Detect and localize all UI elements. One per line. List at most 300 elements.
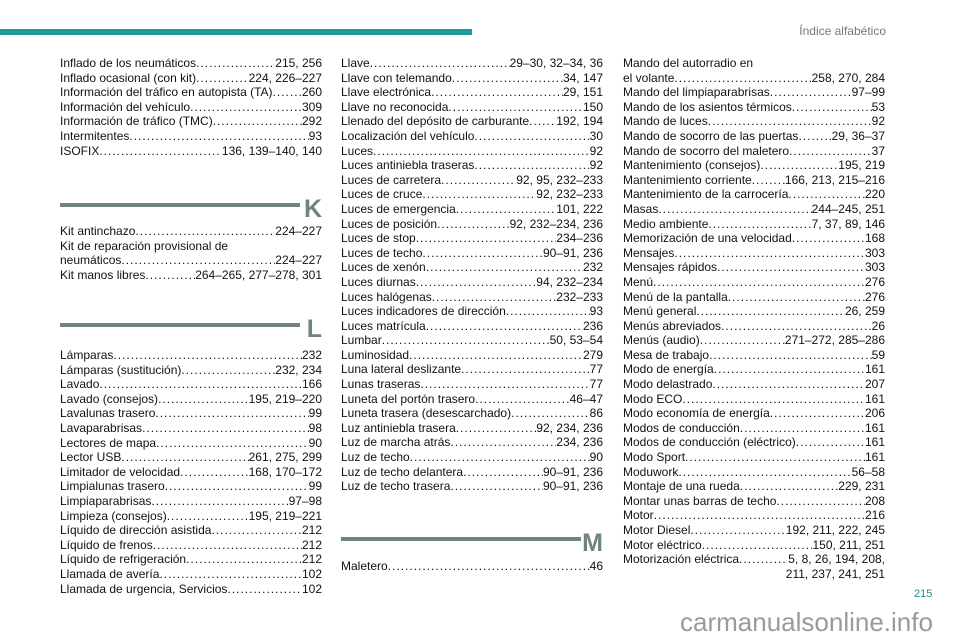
- entry-pages: 260: [301, 85, 322, 100]
- entry-pages: 224–227: [275, 224, 322, 238]
- entry-name: Luces matrícula: [341, 318, 426, 333]
- entry-name: Lámparas: [60, 348, 114, 362]
- index-entry: [623, 85, 885, 100]
- entry-pages: 98: [308, 420, 322, 435]
- entry-pages: 232, 234: [275, 362, 322, 377]
- dot-leader: [463, 465, 543, 480]
- entry-pages: 195, 219–220: [248, 391, 322, 406]
- index-entry: [60, 567, 322, 582]
- index-group-ll: [341, 56, 603, 494]
- dot-leader: [674, 246, 865, 261]
- entry-pages: 192, 211, 222, 245: [785, 523, 885, 537]
- entry-pages: 30: [589, 128, 603, 143]
- index-entry: [341, 217, 603, 232]
- index-entry: [341, 187, 603, 202]
- dot-leader: [760, 158, 838, 173]
- entry-pages: 212: [301, 552, 322, 567]
- section-letter: M: [582, 529, 603, 557]
- dot-leader: [167, 509, 249, 524]
- entry-name: Llave con telemando: [341, 70, 452, 85]
- entry-name: Llave no reconocida: [341, 99, 449, 114]
- entry-pages: 161: [864, 391, 885, 406]
- entry-name: Mensajes rápidos: [623, 260, 718, 275]
- entry-pages: 77: [589, 362, 603, 377]
- entry-pages: 166, 213, 215–216: [784, 172, 885, 187]
- dot-leader: [450, 479, 543, 494]
- entry-pages: 26: [871, 318, 885, 333]
- index-entry: [60, 85, 322, 100]
- dot-leader: [431, 85, 563, 100]
- entry-name: Mantenimiento de la carrocería: [623, 187, 789, 202]
- dot-leader: [690, 523, 785, 538]
- index-entry: [623, 523, 885, 538]
- entry-name: Luz de techo delantera: [341, 464, 464, 479]
- index-entry-first-line: Kit de reparación provisional de: [60, 238, 229, 253]
- entry-pages: 276: [864, 274, 885, 289]
- index-entry: [623, 260, 885, 275]
- entry-pages: 92: [589, 158, 603, 173]
- entry-name: Mantenimiento (consejos): [623, 158, 761, 173]
- index-entry: [60, 450, 322, 465]
- entry-name: Lámparas (sustitución): [60, 362, 182, 377]
- entry-name: Mando de luces: [623, 114, 708, 129]
- dot-leader: [388, 559, 590, 574]
- page-header-title: Índice alfabético: [799, 24, 886, 38]
- entry-name: Motor Diesel: [623, 523, 691, 537]
- dot-leader: [155, 406, 308, 421]
- index-entry: [623, 275, 885, 290]
- index-entry: [623, 246, 885, 261]
- entry-pages: 26, 259: [844, 304, 885, 319]
- index-entry: [60, 56, 322, 71]
- dot-leader: [186, 552, 302, 567]
- entry-pages: 236: [582, 318, 603, 333]
- dot-leader: [740, 479, 839, 494]
- index-entry: [341, 56, 603, 71]
- entry-pages: 90–91, 236: [542, 464, 603, 479]
- entry-name: Intermitentes: [60, 128, 130, 143]
- entry-name: Mesa de trabajo: [623, 347, 710, 362]
- entry-pages: 92, 232–234, 236: [509, 216, 603, 231]
- dot-leader: [708, 114, 872, 129]
- index-entry: [341, 114, 603, 129]
- dot-leader: [113, 348, 302, 363]
- entry-name: Localización del vehículo: [341, 128, 475, 143]
- section-header-m: [341, 529, 603, 559]
- entry-name: Lavalunas trasero: [60, 406, 156, 421]
- entry-pages: 292: [301, 114, 322, 129]
- entry-name: Lector USB: [60, 450, 122, 465]
- index-entry: [623, 406, 885, 421]
- entry-pages: 271–272, 285–286: [784, 333, 885, 348]
- dot-leader: [511, 406, 590, 421]
- dot-leader: [708, 217, 811, 232]
- entry-name: Líquido de frenos: [60, 537, 153, 552]
- entry-name: Montaje de una rueda: [623, 479, 740, 494]
- index-entry: [623, 129, 885, 144]
- dot-leader: [196, 71, 249, 86]
- section-letter: K: [303, 195, 322, 223]
- entry-name: Lavado (consejos): [60, 391, 159, 406]
- entry-name: Lectores de mapa: [60, 435, 157, 450]
- index-entry: [341, 319, 603, 334]
- dot-leader: [426, 319, 583, 334]
- entry-pages: 195, 219–221: [248, 508, 322, 523]
- entry-name: Información del vehículo: [60, 99, 191, 114]
- index-entry: [623, 552, 885, 567]
- section-header-l: [60, 315, 322, 345]
- dot-leader: [227, 582, 302, 597]
- entry-name: Información de tráfico (TMC): [60, 114, 213, 129]
- entry-name: Luminosidad: [341, 347, 410, 362]
- index-entry: [623, 435, 885, 450]
- dot-leader: [452, 71, 563, 86]
- entry-name: Modo economía de energía: [623, 406, 770, 421]
- dot-leader: [422, 187, 536, 202]
- entry-pages: 234, 236: [556, 435, 603, 450]
- entry-name: Menú: [623, 274, 654, 289]
- entry-name: Motorización eléctrica: [623, 552, 740, 567]
- index-entry: [341, 158, 603, 173]
- entry-pages: 90: [308, 435, 322, 450]
- dot-leader: [99, 144, 222, 159]
- entry-pages: 50, 53–54: [549, 333, 603, 348]
- entry-name: Kit manos libres: [60, 267, 146, 282]
- dot-leader: [717, 260, 865, 275]
- entry-pages: 258, 270, 284: [811, 70, 885, 85]
- dot-leader: [685, 450, 865, 465]
- entry-name: Luneta del portón trasero: [341, 391, 476, 406]
- entry-pages: 303: [864, 245, 885, 260]
- entry-name: Luces de emergencia: [341, 201, 456, 216]
- entry-name: Llamada de urgencia, Servicios: [60, 581, 228, 596]
- entry-pages: 309: [301, 99, 322, 114]
- dot-leader: [135, 224, 275, 239]
- entry-name: Maletero: [341, 559, 388, 573]
- entry-pages: 195, 219: [838, 158, 885, 173]
- index-entry: [623, 304, 885, 319]
- dot-leader: [180, 465, 249, 480]
- index-entry: [623, 114, 885, 129]
- entry-pages: 86: [589, 406, 603, 421]
- entry-name: Modo Sport: [623, 450, 686, 465]
- watermark: carmanualsonline.info: [680, 607, 933, 637]
- entry-pages-continued: 211, 237, 241, 251: [785, 566, 885, 581]
- index-entry: [341, 392, 603, 407]
- index-entry: [60, 582, 322, 597]
- dot-leader: [776, 494, 865, 509]
- entry-pages: 136, 139–140, 140: [221, 143, 322, 158]
- section-rule: [60, 323, 300, 327]
- dot-leader: [712, 377, 865, 392]
- index-entry: [60, 224, 322, 239]
- dot-leader: [273, 85, 302, 100]
- dot-leader: [796, 435, 865, 450]
- index-entry: [60, 406, 322, 421]
- index-entry: [60, 479, 322, 494]
- entry-name: neumáticos: [60, 253, 122, 268]
- entry-pages: 206: [864, 406, 885, 421]
- entry-pages: 92, 234, 236: [536, 420, 603, 435]
- entry-name: Limpiaparabrisas: [60, 493, 152, 508]
- entry-pages: 97–99: [851, 85, 885, 100]
- dot-leader: [702, 538, 813, 553]
- index-entry: [60, 71, 322, 86]
- entry-name: Líquido de refrigeración: [60, 552, 187, 567]
- section-letter: L: [306, 315, 322, 343]
- entry-pages: 46–47: [569, 391, 603, 406]
- entry-name: Luces diurnas: [341, 274, 416, 289]
- index-entry: [623, 362, 885, 377]
- entry-name: Inflado ocasional (con kit): [60, 70, 197, 85]
- index-entry: [341, 435, 603, 450]
- index-entry: [341, 362, 603, 377]
- entry-pages: 92, 95, 232–233: [516, 172, 603, 187]
- dot-leader: [158, 392, 249, 407]
- entry-name: Masas: [623, 201, 659, 216]
- index-entry: [341, 71, 603, 86]
- entry-pages: 29–30, 32–34, 36: [509, 56, 603, 70]
- entry-name: Mensajes: [623, 245, 675, 260]
- index-entry: [623, 377, 885, 392]
- index-entry: [341, 377, 603, 392]
- dot-leader: [432, 290, 557, 305]
- dot-leader: [99, 377, 302, 392]
- dot-leader: [658, 202, 811, 217]
- index-group-m: [341, 559, 603, 574]
- dot-leader: [181, 363, 275, 378]
- entry-pages: 232–233: [556, 289, 603, 304]
- entry-name: Modos de conducción: [623, 420, 740, 435]
- dot-leader: [121, 253, 275, 268]
- dot-leader: [153, 538, 302, 553]
- entry-name: Modo delastrado: [623, 377, 713, 392]
- index-entry: [341, 479, 603, 494]
- index-entry: [341, 421, 603, 436]
- index-entry: [60, 129, 322, 144]
- entry-pages: 168, 170–172: [248, 464, 322, 479]
- dot-leader: [382, 333, 550, 348]
- header-accent-bar: [0, 29, 472, 35]
- index-entry: [60, 100, 322, 115]
- entry-pages: 212: [301, 537, 322, 552]
- entry-pages: 92, 232–233: [536, 187, 603, 202]
- dot-leader: [196, 56, 275, 71]
- index-entry: [60, 363, 322, 378]
- dot-leader: [190, 100, 302, 115]
- entry-name: Llenado del depósito de carburante: [341, 114, 530, 129]
- entry-name: Luz de techo trasera: [341, 479, 451, 494]
- index-entry: [60, 421, 322, 436]
- entry-pages: 232: [301, 348, 322, 362]
- entry-pages: 53: [871, 99, 885, 114]
- dot-leader: [448, 100, 583, 115]
- entry-name: Luces indicadores de dirección: [341, 304, 506, 319]
- index-entry: [60, 436, 322, 451]
- page-number: 215: [914, 588, 933, 600]
- entry-name: Información del tráfico en autopista (TA): [60, 85, 273, 100]
- entry-name: Lavado: [60, 377, 100, 392]
- entry-pages: 244–245, 251: [811, 201, 885, 216]
- entry-pages: 279: [582, 347, 603, 362]
- entry-name: Mantenimiento corriente: [623, 172, 752, 187]
- entry-name: Luneta trasera (desescarchado): [341, 406, 512, 421]
- dot-leader: [156, 436, 309, 451]
- dot-leader: [739, 552, 788, 567]
- entry-pages: 90: [589, 450, 603, 465]
- entry-pages: 166: [301, 377, 322, 392]
- dot-leader: [165, 479, 309, 494]
- dot-leader: [728, 290, 865, 305]
- entry-pages: 101, 222: [556, 201, 603, 216]
- entry-pages: 192, 194: [556, 114, 603, 129]
- dot-leader: [373, 144, 590, 159]
- entry-pages: 229, 231: [838, 479, 885, 494]
- dot-leader: [529, 114, 556, 129]
- index-entry: [623, 333, 885, 348]
- entry-pages: 150, 211, 251: [812, 537, 885, 552]
- dot-leader: [461, 362, 590, 377]
- dot-leader: [370, 56, 510, 71]
- entry-pages: 168: [864, 231, 885, 246]
- entry-name: Luces de stop: [341, 231, 416, 246]
- entry-name: Lavaparabrisas: [60, 420, 143, 435]
- section-header-k: [60, 195, 322, 225]
- dot-leader: [770, 85, 852, 100]
- dot-leader: [213, 114, 302, 129]
- entry-name: Luces de xenón: [341, 260, 426, 275]
- index-entry: [623, 392, 885, 407]
- entry-name: Memorización de una velocidad: [623, 231, 792, 246]
- dot-leader: [145, 268, 195, 283]
- entry-pages: 207: [864, 377, 885, 392]
- dot-leader: [674, 71, 811, 86]
- entry-name: Mando de socorro del maletero: [623, 143, 790, 158]
- dot-leader: [798, 129, 831, 144]
- entry-pages: 276: [864, 289, 885, 304]
- entry-pages: 46: [589, 559, 603, 573]
- dot-leader: [770, 406, 865, 421]
- entry-name: Luces de cruce: [341, 187, 423, 202]
- index-entry-first-line: Mando del autorradio en: [623, 56, 754, 70]
- entry-pages: 5, 8, 26, 194, 208,: [788, 552, 885, 567]
- dot-leader: [474, 129, 589, 144]
- dot-leader: [450, 435, 556, 450]
- index-entry: [341, 246, 603, 261]
- entry-name: Llamada de avería: [60, 566, 160, 581]
- dot-leader: [456, 421, 537, 436]
- entry-name: Motor: [623, 508, 654, 523]
- index-entry: [341, 85, 603, 100]
- dot-leader: [211, 523, 302, 538]
- dot-leader: [789, 144, 872, 159]
- index-entry: [341, 348, 603, 363]
- entry-name: Llave electrónica: [341, 85, 432, 100]
- index-entry: [623, 421, 885, 436]
- index-entry: [623, 508, 885, 523]
- entry-name: Modo ECO: [623, 391, 683, 406]
- dot-leader: [159, 567, 302, 582]
- index-entry: [341, 304, 603, 319]
- entry-name: ISOFIX: [60, 143, 100, 158]
- dot-leader: [696, 304, 845, 319]
- section-rule: [60, 203, 300, 207]
- dot-leader: [752, 173, 785, 188]
- entry-name: Kit antinchazo: [60, 224, 136, 238]
- index-entry: [623, 202, 885, 217]
- entry-name: Motor eléctrico: [623, 537, 702, 552]
- index-entry: [60, 509, 322, 524]
- index-entry: [341, 275, 603, 290]
- entry-pages: 92: [589, 143, 603, 158]
- index-entry: [623, 319, 885, 334]
- entry-pages: 93: [589, 304, 603, 319]
- index-entry: [623, 100, 885, 115]
- index-entry: [341, 559, 603, 574]
- index-entry: [623, 479, 885, 494]
- index-entry: [623, 348, 885, 363]
- entry-name: Limpialunas trasero: [60, 479, 165, 494]
- entry-pages: 56–58: [851, 464, 885, 479]
- entry-name: Modo de energía: [623, 362, 714, 377]
- dot-leader: [416, 275, 537, 290]
- entry-name: Limitador de velocidad: [60, 464, 181, 479]
- entry-name: Medio ambiente: [623, 216, 709, 231]
- entry-name: Luces halógenas: [341, 289, 432, 304]
- entry-pages: 232: [582, 260, 603, 275]
- index-entry: [341, 129, 603, 144]
- entry-pages: 161: [864, 420, 885, 435]
- dot-leader: [714, 362, 865, 377]
- dot-leader: [506, 304, 590, 319]
- dot-leader: [437, 217, 510, 232]
- dot-leader: [475, 392, 570, 407]
- dot-leader: [410, 450, 590, 465]
- dot-leader: [740, 421, 865, 436]
- index-entry: [60, 268, 322, 283]
- entry-pages: 161: [864, 435, 885, 450]
- entry-pages: 102: [301, 566, 322, 581]
- dot-leader: [709, 348, 872, 363]
- entry-name: Luz de marcha atrás: [341, 435, 451, 450]
- entry-pages: 208: [864, 493, 885, 508]
- entry-name: Montar unas barras de techo: [623, 493, 777, 508]
- entry-name: el volante: [623, 70, 675, 85]
- dot-leader: [409, 348, 583, 363]
- index-entry: [341, 202, 603, 217]
- entry-name: Lumbar: [341, 333, 382, 348]
- index-entry: [341, 290, 603, 305]
- dot-leader: [788, 187, 865, 202]
- entry-pages: 37: [871, 143, 885, 158]
- entry-pages: 224–227: [275, 253, 322, 268]
- index-entry: [623, 144, 885, 159]
- entry-pages: 29, 36–37: [831, 128, 885, 143]
- entry-pages: 90–91, 236: [542, 245, 603, 260]
- entry-pages: 224, 226–227: [248, 70, 322, 85]
- entry-name: Menú general: [623, 304, 697, 319]
- entry-name: Menú de la pantalla: [623, 289, 728, 304]
- entry-name: Limpieza (consejos): [60, 508, 167, 523]
- dot-leader: [474, 158, 589, 173]
- entry-name: Luces antiniebla traseras: [341, 158, 475, 173]
- index-entry: [60, 465, 322, 480]
- entry-pages: 161: [864, 362, 885, 377]
- entry-name: Luz antiniebla trasera: [341, 420, 456, 435]
- index-entry: [341, 260, 603, 275]
- entry-name: Moduwork: [623, 464, 679, 479]
- index-entry: [623, 290, 885, 305]
